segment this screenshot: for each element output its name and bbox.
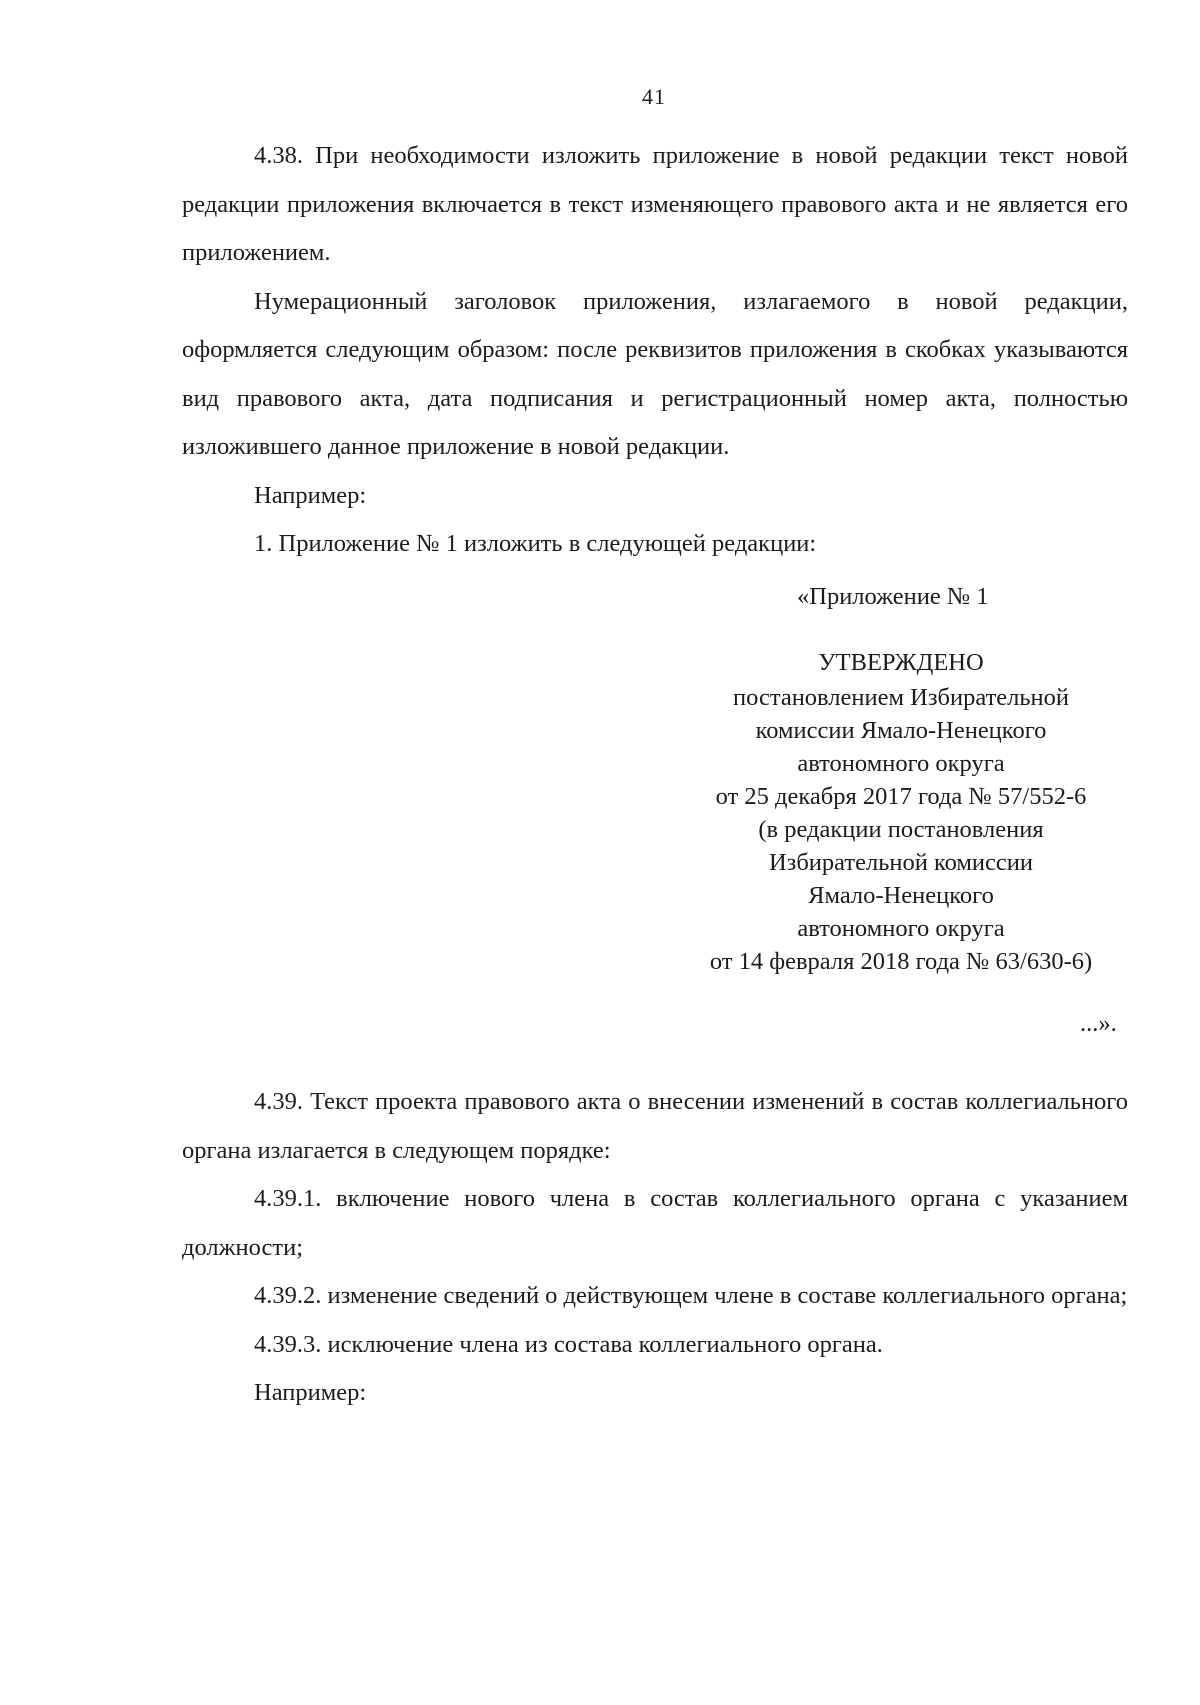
approval-line: автономного округа (797, 915, 1005, 942)
approval-line: Ямало-Ненецкого (808, 882, 994, 909)
paragraph-4-39-1: 4.39.1. включение нового члена в состав коллегиального органа с указанием должности; (182, 1185, 1128, 1261)
paragraph-4-39-3: 4.39.3. исключение члена из состава коллегиального органа. (254, 1330, 883, 1358)
approval-line: от 25 декабря 2017 года № 57/552-6 (715, 783, 1087, 810)
approval-line: постановлением Избирательной (732, 684, 1070, 711)
section-4-38 (182, 132, 1128, 569)
page-number: 41 (642, 84, 666, 109)
approved-heading: УТВЕРЖДЕНО (818, 649, 984, 676)
paragraph-4-39: 4.39. Текст проекта правового акта о внесении изменений в состав коллегиального органа излагается в следующем порядке: (182, 1088, 1128, 1164)
paragraph-example-label: Например: (254, 481, 367, 509)
approval-line: автономного округа (797, 750, 1005, 777)
approval-stamp (674, 646, 1128, 978)
paragraph-example-label-2: Например: (254, 1379, 367, 1406)
approval-line: комиссии Ямало-Ненецкого (755, 717, 1047, 744)
approval-line: от 14 февраля 2018 года № 63/630-6) (709, 948, 1093, 975)
closing-ellipsis: ...». (1080, 1010, 1117, 1037)
paragraph-4-39-2: 4.39.2. изменение сведений о действующем члене в составе коллегиального органа; (254, 1282, 1128, 1309)
approval-line: Избирательной комиссии (768, 849, 1034, 876)
appendix-title: «Приложение № 1 (797, 583, 989, 610)
section-4-39 (182, 1078, 1128, 1418)
approval-line: (в редакции постановления (758, 816, 1044, 843)
paragraph-numbering-header: Нумерационный заголовок приложения, излагаемого в новой редакции, оформляется следующим образом: после реквизитов приложения в скобках указываются вид правового акта, дата подписания и регистрационный номер акта, полностью изложившего данное приложение в новой редакции. (182, 287, 1128, 460)
paragraph-4-38: 4.38. При необходимости изложить приложение в новой редакции текст новой редакции приложения включается в текст изменяющего правового акта и не является его приложением. (182, 142, 1128, 266)
paragraph-example-item: 1. Приложение № 1 изложить в следующей редакции: (254, 530, 817, 557)
